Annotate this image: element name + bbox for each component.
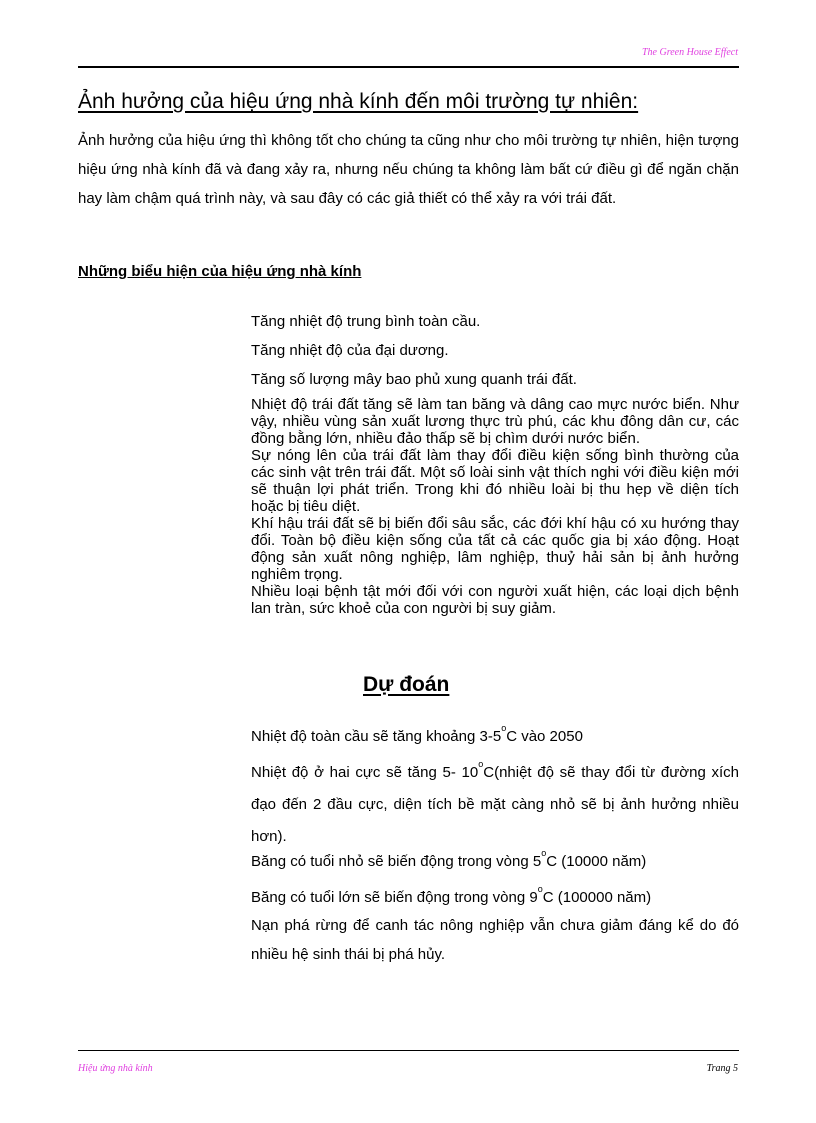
manifestations-long-list — [251, 396, 739, 617]
degree-mark: o — [478, 759, 484, 769]
prediction-item — [251, 877, 739, 910]
manifestations-short-list — [251, 311, 739, 398]
degree-mark: o — [537, 884, 543, 894]
manifestations-heading: Những biểu hiện của hiệu ứng nhà kính — [78, 263, 362, 280]
intro-paragraph: Ảnh hưởng của hiệu ứng thì không tốt cho chúng ta cũng như cho môi trường tự nhiên, hiện tượng hiệu ứng nhà kính đã và đang xảy ra, nhưng nếu chúng ta không làm bất cứ điều gì để ngăn chặn hay làm chậm quá trình này, và sau đây có các giả thiết có thể xảy ra với trái đất. — [78, 132, 739, 207]
prediction-text: C(nhiệt độ sẽ thay đổi từ đường xích đạo đến 2 đầu cực, diện tích bề mặt càng nhỏ sẽ bị ảnh hưởng nhiều hơn). — [251, 764, 740, 845]
prediction-text: Nạn phá rừng để canh tác nông nghiệp vẫn chưa giảm đáng kể do đó nhiều hệ sinh thái bị phá hủy. — [251, 917, 739, 963]
prediction-item — [251, 748, 739, 853]
degree-mark: o — [501, 723, 507, 733]
manifestation-paragraph: Sự nóng lên của trái đất làm thay đổi điều kiện sống bình thường của các sinh vật trên trái đất. Một số loài sinh vật thích nghi với điều kiện mới sẽ thuận lợi phát triển. Trong khi đó nhiều loài bị thu hẹp về diện tích hoặc bị tiêu diệt. — [251, 447, 739, 515]
page-number: Trang 5 — [706, 1063, 738, 1074]
footer-rule — [78, 1050, 739, 1051]
footer-title: Hiệu ứng nhà kính — [78, 1063, 153, 1074]
page-title: Ảnh hưởng của hiệu ứng nhà kính đến môi trường tự nhiên: — [78, 90, 639, 113]
prediction-text: Băng có tuổi lớn sẽ biến động trong vòng 9 — [251, 889, 538, 906]
prediction-text: Nhiệt độ ở hai cực sẽ tăng 5- 10 — [251, 764, 479, 781]
manifestation-item: Tăng nhiệt độ trung bình toàn cầu. — [251, 313, 481, 330]
running-header: The Green House Effect — [642, 47, 738, 58]
prediction-item — [251, 716, 739, 749]
prediction-item — [251, 911, 739, 969]
manifestation-paragraph: Nhiệt độ trái đất tăng sẽ làm tan băng và dâng cao mực nước biển. Như vậy, nhiều vùng sản xuất lương thực trù phú, các khu đông dân cư, các đồng bằng lớn, nhiều đảo thấp sẽ bị chìm dưới nước biển. — [251, 396, 739, 447]
degree-mark: o — [541, 848, 547, 858]
header-rule — [78, 66, 739, 68]
prediction-text: C (100000 năm) — [542, 889, 652, 906]
prediction-text: C vào 2050 — [506, 728, 583, 745]
manifestation-item: Tăng số lượng mây bao phủ xung quanh trái đất. — [251, 371, 577, 388]
prediction-item — [251, 841, 739, 874]
prediction-text: Nhiệt độ toàn cầu sẽ tăng khoảng 3-5 — [251, 728, 502, 745]
prediction-text: C (10000 năm) — [546, 853, 647, 870]
manifestation-paragraph: Nhiều loại bệnh tật mới đối với con người xuất hiện, các loại dịch bệnh lan tràn, sức khoẻ của con người bị suy giảm. — [251, 583, 739, 617]
prediction-title: Dự đoán — [363, 673, 450, 696]
manifestation-paragraph: Khí hậu trái đất sẽ bị biến đổi sâu sắc, các đới khí hậu có xu hướng thay đổi. Toàn bộ điều kiện sống của tất cả các quốc gia bị xáo động. Hoạt động sản xuất nông nghiệp, lâm nghiệp, thuỷ hải sản bị ảnh hưởng nghiêm trọng. — [251, 515, 739, 583]
prediction-text: Băng có tuổi nhỏ sẽ biến động trong vòng 5 — [251, 853, 542, 870]
manifestation-item: Tăng nhiệt độ của đại dương. — [251, 342, 449, 359]
